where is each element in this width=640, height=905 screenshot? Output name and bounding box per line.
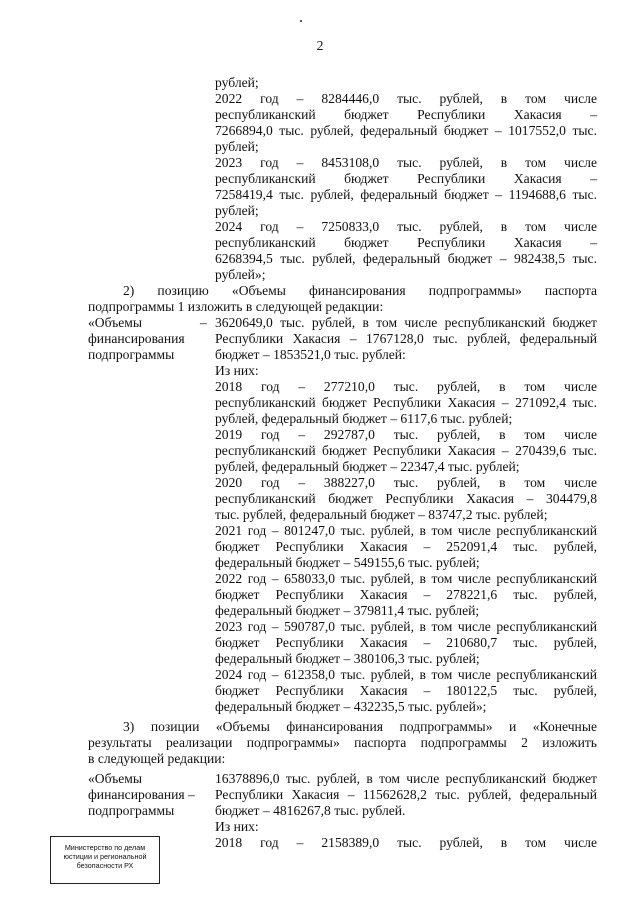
text-line: федеральный бюджет – 432235,5 тыс. рублей»;: [215, 699, 487, 714]
text-line: в следующей редакции:: [88, 751, 226, 766]
text-line: 2018 год – 2158389,0 тыс. рублей, в том числе: [215, 835, 597, 850]
stamp-line: Министерство по делам: [64, 843, 146, 852]
text-line: федеральный бюджет – 379811,4 тыс. рублей;: [215, 603, 480, 618]
text-line: 2018 год – 277210,0 тыс. рублей, в том числе: [215, 379, 597, 394]
text-line: рублей, федеральный бюджет – 22347,4 тыс. рублей;: [215, 459, 520, 474]
text-line: бюджет – 1853521,0 тыс. рублей:: [215, 347, 406, 362]
text-line: Республики Хакасия – 11562628,2 тыс. рублей, федеральный: [215, 787, 597, 802]
text-line: Из них:: [215, 363, 259, 378]
text-line: 2021 год – 801247,0 тыс. рублей, в том числе республиканский: [215, 523, 597, 538]
text-line: 3620649,0 тыс. рублей, в том числе республиканский бюджет: [215, 315, 597, 330]
text-line: 2024 год – 612358,0 тыс. рублей, в том числе республиканский: [215, 667, 597, 682]
text-line: республиканский бюджет Республики Хакасия –: [215, 171, 597, 186]
text-line: результаты реализации подпрограммы» паспорта подпрограммы 2 изложить: [88, 735, 597, 750]
stamp-line: безопасности РХ: [76, 861, 134, 870]
text-line: рублей»;: [215, 267, 266, 282]
text-line: 2020 год – 388227,0 тыс. рублей, в том числе: [215, 475, 597, 490]
label-line: «Объемы: [88, 771, 142, 786]
text-line: 2022 год – 8284446,0 тыс. рублей, в том числе: [215, 91, 597, 106]
text-line: подпрограммы 1 изложить в следующей редакции:: [88, 299, 384, 314]
text-line: бюджет Республики Хакасия – 278221,6 тыс. рублей,: [215, 587, 597, 602]
label-line: подпрограммы: [88, 803, 175, 819]
page-number: 2: [316, 38, 324, 53]
text-line: бюджет Республики Хакасия – 180122,5 тыс. рублей,: [215, 683, 597, 698]
text-line: 2022 год – 658033,0 тыс. рублей, в том числе республиканский: [215, 571, 597, 586]
text-line: рублей;: [215, 139, 259, 154]
text-line: республиканский бюджет Республики Хакасия –: [215, 107, 597, 122]
text-line: 6268394,5 тыс. рублей, федеральный бюджет – 982438,5 тыс.: [215, 251, 597, 266]
ministry-stamp: [50, 836, 160, 884]
label-dash: –: [200, 315, 207, 330]
text-line: республиканский бюджет Республики Хакасия –: [215, 235, 597, 250]
label-line: «Объемы: [88, 315, 142, 330]
text-line: 16378896,0 тыс. рублей, в том числе республиканский бюджет: [215, 771, 597, 786]
text-line: 2023 год – 590787,0 тыс. рублей, в том числе республиканский: [215, 619, 597, 634]
label-line: подпрограммы: [88, 347, 175, 363]
text-line: рублей, федеральный бюджет – 6117,6 тыс. рублей;: [215, 411, 513, 426]
text-line: 2023 год – 8453108,0 тыс. рублей, в том числе: [215, 155, 597, 170]
text-line: тыс. рублей, федеральный бюджет – 83747,2 тыс. рублей;: [215, 507, 548, 522]
text-line: бюджет Республики Хакасия – 252091,4 тыс. рублей,: [215, 539, 597, 554]
text-line: 7266894,0 тыс. рублей, федеральный бюджет – 1017552,0 тыс.: [215, 123, 597, 138]
text-line: бюджет – 4816267,8 тыс. рублей.: [215, 803, 406, 818]
text-line: 3) позиции «Объемы финансирования подпрограммы» и «Конечные: [123, 719, 597, 734]
text-line: бюджет Республики Хакасия – 210680,7 тыс. рублей,: [215, 635, 597, 650]
text-line: рублей;: [215, 203, 259, 218]
label-line: финансирования: [88, 331, 185, 347]
text-line: республиканский бюджет Республики Хакасия – 271092,4 тыс.: [215, 395, 597, 410]
text-line: федеральный бюджет – 380106,3 тыс. рублей;: [215, 651, 480, 666]
stamp-line: юстиции и региональной: [63, 852, 147, 861]
financing-label-1: [88, 315, 208, 364]
text-line: 2019 год – 292787,0 тыс. рублей, в том числе: [215, 427, 597, 442]
scan-speck: [300, 20, 302, 22]
text-line: федеральный бюджет – 549155,6 тыс. рублей;: [215, 555, 480, 570]
text-line: рублей;: [215, 75, 259, 90]
label-line: финансирования –: [88, 787, 195, 803]
text-line: республиканский бюджет Республики Хакасия – 270439,6 тыс.: [215, 443, 597, 458]
text-line: республиканский бюджет Республики Хакасия – 304479,8: [215, 491, 597, 506]
text-line: Из них:: [215, 819, 259, 834]
text-line: 2) позицию «Объемы финансирования подпрограммы» паспорта: [123, 283, 597, 298]
text-line: 2024 год – 7250833,0 тыс. рублей, в том числе: [215, 219, 597, 234]
financing-label-2: [88, 771, 214, 820]
text-line: Республики Хакасия – 1767128,0 тыс. рублей, федеральный: [215, 331, 597, 346]
text-line: 7258419,4 тыс. рублей, федеральный бюджет – 1194688,6 тыс.: [215, 187, 597, 202]
